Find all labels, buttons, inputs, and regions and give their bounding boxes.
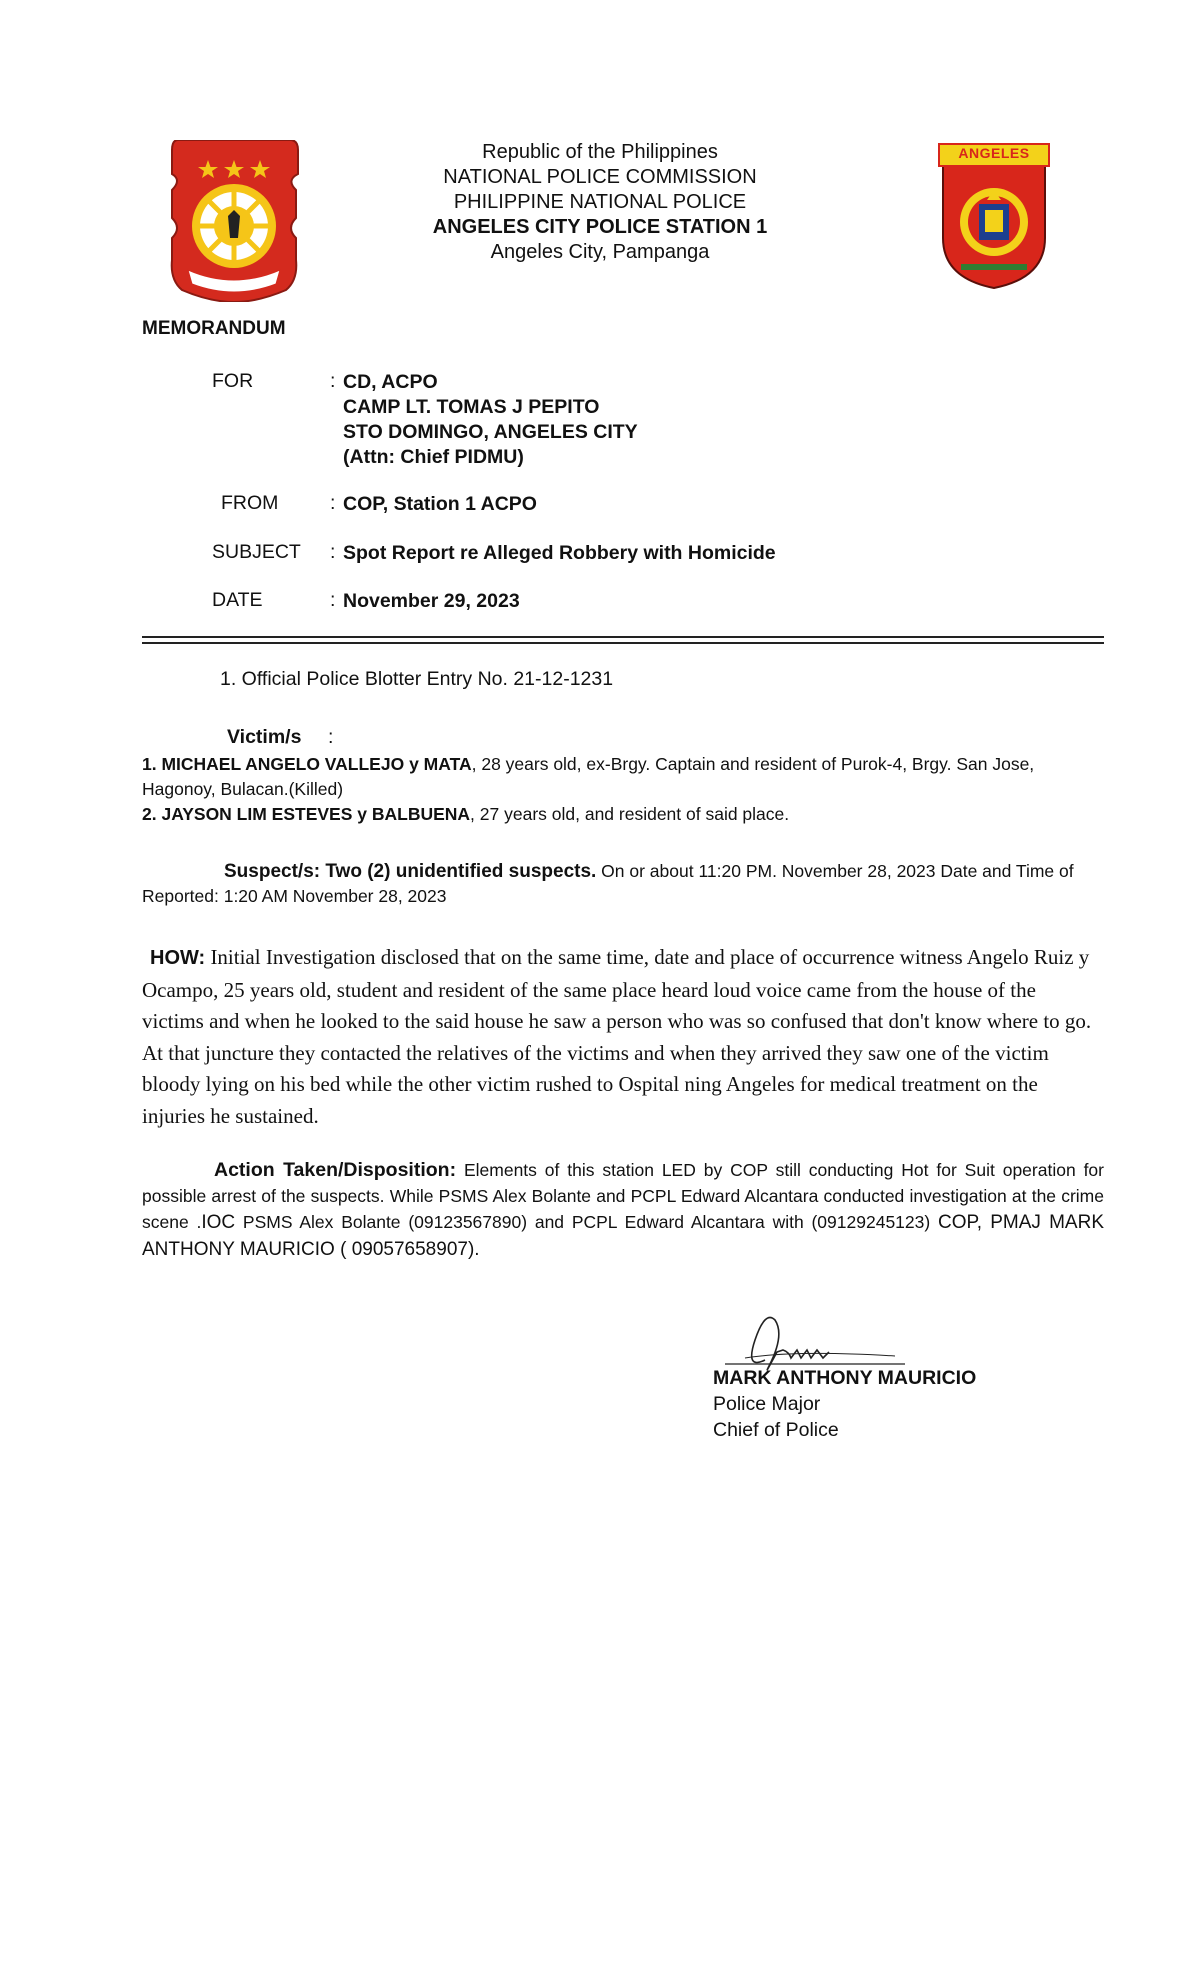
victim-1 (142, 752, 1104, 802)
action-text: Elements of this station LED by COP still conducting Hot for Suit operation for possible arrest of the suspects. While PSMS Alex Bolante and PCPL Edward Alcantara conducted investigation at the crime scene . (142, 1160, 1104, 1232)
letterhead-station: ANGELES CITY POLICE STATION 1 (432, 216, 768, 238)
from-colon: : (330, 492, 336, 514)
for-colon: : (330, 370, 336, 392)
from-label: FROM (221, 492, 279, 514)
for-line-4: (Attn: Chief PIDMU) (343, 446, 524, 468)
date-label: DATE (212, 589, 263, 611)
pnp-logo (168, 140, 300, 302)
action-label: Action Taken/Disposition: (214, 1159, 457, 1181)
subject-colon: : (330, 541, 336, 563)
for-label: FOR (212, 370, 254, 392)
signatory-name: MARK ANTHONY MAURICIO (713, 1367, 977, 1389)
signatory-rank: Police Major (713, 1393, 821, 1415)
memo-title: MEMORANDUM (142, 318, 286, 339)
subject-value: Spot Report re Alleged Robbery with Homicide (343, 542, 776, 564)
date-colon: : (330, 589, 336, 611)
signatory-position: Chief of Police (713, 1419, 839, 1441)
for-recipient (343, 370, 638, 470)
victims-label: Victim/s (227, 726, 302, 748)
action-cop-contact: COP, PMAJ MARK ANTHONY MAURICIO ( 09057658907). (142, 1212, 1104, 1260)
divider-rule-bottom (142, 642, 1104, 644)
for-line-3: STO DOMINGO, ANGELES CITY (343, 421, 638, 443)
victim-1-detail: , 28 years old, ex-Brgy. Captain and resident of Purok-4, Brgy. San Jose, Hagonoy, Bulacan.(Killed) (142, 754, 1035, 799)
date-value: November 29, 2023 (343, 590, 520, 612)
action-paragraph (142, 1157, 1104, 1263)
action-text-2: PSMS Alex Bolante (09123567890) and PCPL Edward Alcantara with (09129245123) (235, 1212, 938, 1232)
suspects-paragraph (142, 859, 1102, 909)
divider-rule-top (142, 636, 1104, 638)
for-line-2: CAMP LT. TOMAS J PEPITO (343, 396, 600, 418)
angeles-police-logo (935, 142, 1053, 290)
victims-colon: : (328, 726, 334, 748)
angeles-logo-banner: ANGELES (958, 145, 1030, 161)
subject-label: SUBJECT (212, 541, 301, 563)
letterhead-city: Angeles City, Pampanga (490, 241, 710, 263)
how-text: Initial Investigation disclosed that on the same time, date and place of occurrence witness Angelo Ruiz y Ocampo, 25 years old, student and resident of the same place heard loud voice came from the house of the victims and when he looked to the said house he saw a person who was so confused that don't know where to go. At that juncture they contacted the relatives of the victims and when they arrived they saw one of the victim bloody lying on his bed while the other victim rushed to Ospital ning Angeles for medical treatment on the injuries he sustained. (142, 945, 1092, 1128)
how-label: HOW: (150, 947, 206, 969)
letterhead-napolcom: NATIONAL POLICE COMMISSION (443, 166, 757, 188)
from-value: COP, Station 1 ACPO (343, 493, 537, 515)
letterhead-pnp: PHILIPPINE NATIONAL POLICE (453, 191, 747, 213)
victim-1-name: 1. MICHAEL ANGELO VALLEJO y MATA (142, 754, 472, 774)
how-paragraph (142, 942, 1102, 1132)
letterhead (300, 140, 900, 265)
for-line-1: CD, ACPO (343, 371, 438, 393)
suspects-label: Suspect/s: Two (2) unidentified suspects. (224, 861, 597, 882)
victims-list (142, 752, 1104, 827)
victim-2-detail: , 27 years old, and resident of said place. (470, 804, 790, 824)
victim-2-name: 2. JAYSON LIM ESTEVES y BALBUENA (142, 804, 471, 824)
suspects-detail: On or about 11:20 PM. November 28, 2023 Date and Time of Reported: 1:20 AM November 28, 2023 (142, 861, 1074, 906)
victim-2 (142, 802, 1104, 827)
blotter-entry: 1. Official Police Blotter Entry No. 21-12-1231 (220, 668, 614, 690)
letterhead-republic: Republic of the Philippines (482, 141, 718, 163)
action-ioc: IOC (201, 1212, 236, 1233)
